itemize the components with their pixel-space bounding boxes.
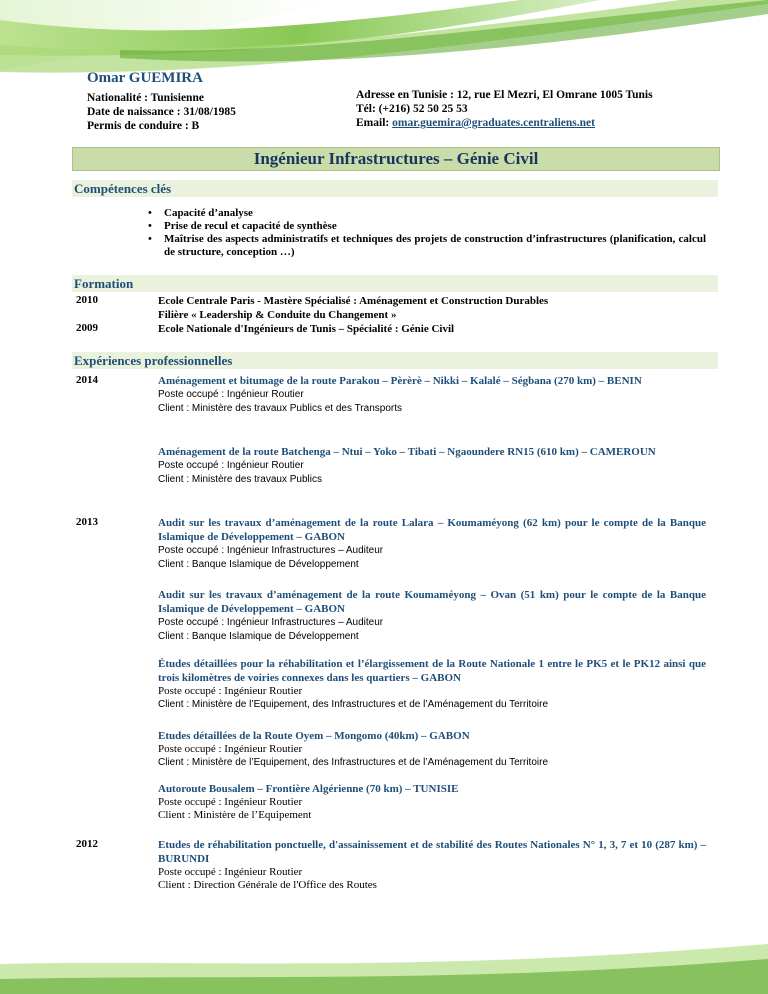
project-client: Client : Ministère des travaux Publics et des Transports — [158, 403, 402, 414]
email-label: Email: — [356, 117, 393, 129]
formation-entry — [158, 322, 706, 336]
project-client: Client : Ministère de l’Equipement — [158, 809, 312, 821]
project-role: Poste occupé : Ingénieur Routier — [158, 685, 303, 697]
personal-info — [87, 91, 236, 133]
formation-school: Ecole Centrale Paris - Mastère Spécialisé : Aménagement et Construction Durables — [158, 295, 549, 307]
project-role: Poste occupé : Ingénieur Routier — [158, 460, 304, 471]
formation-school: Ecole Nationale d'Ingénieurs de Tunis – Spécialité : Génie Civil — [158, 323, 455, 335]
experience-item — [158, 729, 706, 770]
competence-item: • Capacité d’analyse — [146, 207, 706, 220]
experience-year: 2013 — [76, 516, 98, 528]
job-title: Ingénieur Infrastructures – Génie Civil — [72, 147, 720, 171]
project-title: Aménagement et bitumage de la route Parakou – Pèrèrè – Nikki – Kalalé – Ségbana (270 km) – BENIN — [158, 375, 642, 387]
experience-item — [158, 838, 706, 892]
candidate-name: Omar GUEMIRA — [87, 70, 203, 86]
experience-item — [158, 657, 706, 712]
experience-item — [158, 445, 706, 487]
experience-item — [158, 374, 706, 416]
section-formation-heading: Formation — [72, 275, 718, 292]
experience-item — [158, 588, 706, 644]
email-link[interactable]: omar.guemira@graduates.centraliens.net — [392, 117, 595, 129]
project-client: Client : Ministère de l’Equipement, des Infrastructures et de l’Aménagement du Territoire — [158, 757, 549, 768]
experience-year: 2012 — [76, 838, 98, 850]
project-title: Etudes de réhabilitation ponctuelle, d'assainissement et de stabilité des Routes Nationales N° 1, 3, 7 et 10 (287 km) – BURUNDI — [158, 839, 706, 865]
project-role: Poste occupé : Ingénieur Infrastructures – Auditeur — [158, 617, 384, 628]
project-title: Autoroute Bousalem – Frontière Algérienne (70 km) – TUNISIE — [158, 783, 459, 795]
project-client: Client : Ministère des travaux Publics — [158, 474, 322, 485]
project-role: Poste occupé : Ingénieur Routier — [158, 866, 303, 878]
formation-year: 2010 — [76, 294, 98, 306]
project-client: Client : Banque Islamique de Développement — [158, 559, 359, 570]
project-role: Poste occupé : Ingénieur Routier — [158, 796, 303, 808]
competence-item: • Maîtrise des aspects administratifs et techniques des projets de construction d’infrastructures (planification, calcul de structure, conception …) — [146, 233, 706, 259]
project-client: Client : Ministère de l’Equipement, des Infrastructures et de l’Aménagement du Territoire — [158, 699, 549, 710]
experience-year: 2014 — [76, 374, 98, 386]
project-client: Client : Banque Islamique de Développement — [158, 631, 359, 642]
formation-entry — [158, 294, 706, 322]
footer-swoosh-decoration — [0, 924, 768, 994]
formation-year: 2009 — [76, 322, 98, 334]
competence-item: • Prise de recul et capacité de synthèse — [146, 220, 706, 233]
phone: Tél: (+216) 52 50 25 53 — [356, 103, 468, 115]
address: Adresse en Tunisie : 12, rue El Mezri, El Omrane 1005 Tunis — [356, 89, 653, 101]
competences-list — [146, 207, 706, 259]
project-title: Audit sur les travaux d’aménagement de la route Koumaméyong – Ovan (51 km) pour le compte de la Banque Islamique de Développement – GABON — [158, 589, 706, 615]
project-title: Aménagement de la route Batchenga – Ntui – Yoko – Tibati – Ngaoundere RN15 (610 km) – CAMEROUN — [158, 446, 656, 458]
formation-track: Filière « Leadership & Conduite du Changement » — [158, 309, 397, 321]
project-client: Client : Direction Générale de l'Office des Routes — [158, 879, 377, 891]
email-line — [356, 116, 653, 130]
project-role: Poste occupé : Ingénieur Infrastructures – Auditeur — [158, 545, 384, 556]
birthdate: Date de naissance : 31/08/1985 — [87, 106, 236, 118]
contact-info — [356, 88, 653, 130]
driving-license: Permis de conduire : B — [87, 120, 200, 132]
experience-item — [158, 782, 706, 822]
section-experiences-heading: Expériences professionnelles — [72, 352, 718, 369]
project-title: Études détaillées pour la réhabilitation et l’élargissement de la Route Nationale 1 entre le PK5 et le PK12 ainsi que trois kilomètres de voiries connexes dans les quartiers – GABON — [158, 658, 706, 684]
project-title: Etudes détaillées de la Route Oyem – Mongomo (40km) – GABON — [158, 730, 470, 742]
nationality: Nationalité : Tunisienne — [87, 92, 204, 104]
project-role: Poste occupé : Ingénieur Routier — [158, 389, 304, 400]
experience-item — [158, 516, 706, 572]
project-role: Poste occupé : Ingénieur Routier — [158, 743, 303, 755]
section-competences-heading: Compétences clés — [72, 180, 718, 197]
project-title: Audit sur les travaux d’aménagement de la route Lalara – Koumaméyong (62 km) pour le compte de la Banque Islamique de Développement – GABON — [158, 517, 706, 543]
